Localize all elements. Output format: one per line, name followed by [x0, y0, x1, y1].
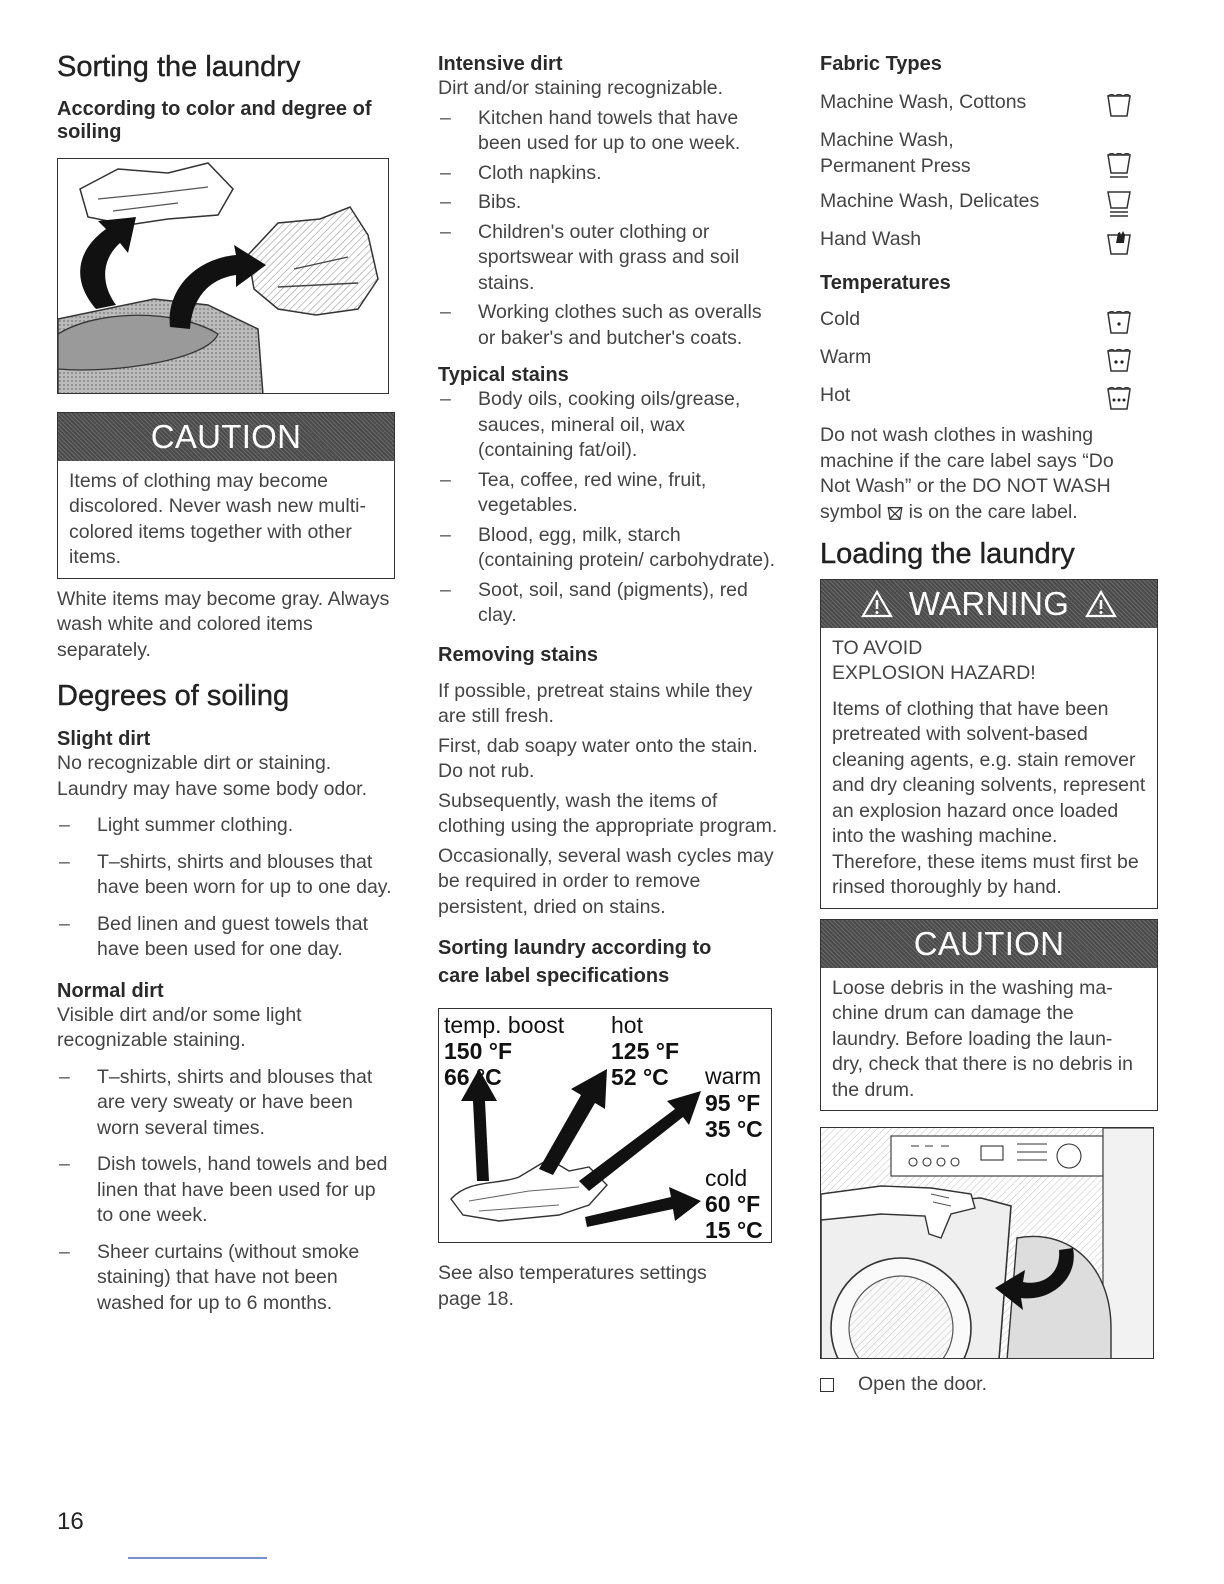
- open-door-illustration: [820, 1127, 1154, 1359]
- fabric-label: Hand Wash: [820, 228, 922, 250]
- temperature-row: [820, 383, 1160, 411]
- list-item: – Children's outer clothing or sportswear with grass and soil stains.: [438, 220, 778, 297]
- removing-para: Occasionally, several wash cycles may be required in order to remove persistent, dried on stains.: [438, 844, 774, 918]
- fabric-row: [820, 90, 1160, 118]
- slight-dirt-list: [57, 813, 397, 963]
- normal-dirt-heading: Normal dirt: [57, 979, 164, 1002]
- temperature-label: Cold: [820, 308, 861, 330]
- caution-heading: CAUTION: [58, 413, 394, 461]
- section-title-sorting: Sorting the laundry: [57, 51, 301, 83]
- slight-dirt-heading: Slight dirt: [57, 728, 151, 751]
- temp-boost-f: 150 °F: [444, 1038, 513, 1064]
- warning-text: Items of clothing that have been pretreated with solvent-based cleaning agents, e.g. stain remover and dry cleaning solvents, represent an explosion hazard once loaded into the washing machine. Therefore, these items must first be rinsed thoroughly by hand.: [832, 697, 1146, 899]
- do-not-wash-icon: [887, 505, 903, 520]
- removing-para: If possible, pretreat stains while they are still fresh.: [438, 679, 753, 727]
- column-left: [57, 52, 397, 1316]
- checkbox-icon: [820, 1378, 834, 1392]
- hot-f: 125 °F: [611, 1038, 680, 1064]
- section-title-loading: Loading the laundry: [820, 538, 1075, 570]
- warning-heading: WARNING: [908, 584, 1070, 622]
- cold-c: 15 °C: [705, 1217, 763, 1243]
- temperature-row: [820, 307, 1160, 335]
- page-number: 16: [57, 1508, 84, 1535]
- intensive-dirt-list: [438, 106, 778, 352]
- three-dots-icon: [1106, 385, 1132, 411]
- warm-label: warm: [705, 1063, 762, 1089]
- see-also-note: See also temperatures settings page 18.: [438, 1262, 707, 1310]
- list-item: – Kitchen hand towels that have been used for up to one week.: [438, 106, 778, 157]
- warning-triangle-icon: [1085, 590, 1117, 618]
- fabric-label: Machine Wash, Cottons: [820, 91, 1027, 113]
- sorting-subtitle: According to color and degree of soiling: [57, 97, 372, 143]
- wash-tub-one-bar-icon: [1106, 153, 1132, 179]
- open-door-step: [820, 1373, 1160, 1396]
- list-item: – Sheer curtains (without smoke staining) that have not been washed for up to 6 months.: [57, 1240, 397, 1317]
- fabric-row: [820, 189, 1160, 217]
- hot-c: 52 °C: [611, 1064, 669, 1090]
- temperature-label: Hot: [820, 384, 851, 406]
- normal-dirt-list: [57, 1065, 397, 1317]
- list-item: – Dish towels, hand towels and bed linen that have been used for up to one week.: [57, 1152, 397, 1229]
- column-middle: [438, 52, 778, 1312]
- temperature-sorting-figure: [438, 1008, 772, 1243]
- fabric-types-heading: Fabric Types: [820, 53, 942, 75]
- two-dots-icon: [1106, 347, 1132, 373]
- warning-line1: TO AVOID: [832, 636, 923, 659]
- warning-box-explosion: [820, 579, 1158, 909]
- removing-stains-heading: Removing stains: [438, 643, 599, 666]
- intensive-dirt-text: Dirt and/or staining recognizable.: [438, 77, 724, 99]
- warning-heading-bar: [821, 580, 1157, 628]
- fabric-label: Machine Wash, Delicates: [820, 190, 1040, 212]
- fabric-row: [820, 128, 1160, 179]
- warm-f: 95 °F: [705, 1090, 761, 1116]
- footer-rule: [128, 1557, 267, 1559]
- list-item: – Blood, egg, milk, starch (containing protein/ carbohydrate).: [438, 523, 778, 574]
- caution-box-colors: [57, 412, 395, 579]
- cold-f: 60 °F: [705, 1191, 761, 1217]
- washer-door-drawing: [821, 1128, 1154, 1359]
- caution-text: Loose debris in the washing ma- chine drum can damage the laundry. Before loading the laun- dry, check that there is no debris in the drum.: [832, 976, 1133, 1101]
- list-item: – Bed linen and guest towels that have been used for one day.: [57, 912, 397, 963]
- section-title-degrees: Degrees of soiling: [57, 680, 290, 713]
- list-item: – Bibs.: [438, 190, 778, 216]
- one-dot-icon: [1106, 309, 1132, 335]
- sorting-care-heading: Sorting laundry according to care label specifications: [438, 937, 712, 987]
- sorting-laundry-illustration: [57, 158, 389, 394]
- warm-c: 35 °C: [705, 1116, 763, 1142]
- removing-para: First, dab soapy water onto the stain. Do not rub.: [438, 734, 758, 782]
- intensive-dirt-heading: Intensive dirt: [438, 53, 563, 75]
- caution-text: Items of clothing may become discolored. Never wash new multi-colored items together with other items.: [69, 469, 366, 569]
- caution-box-debris: [820, 919, 1158, 1112]
- list-item: – Cloth napkins.: [438, 161, 778, 187]
- warning-triangle-icon: [861, 590, 893, 618]
- hot-label: hot: [611, 1012, 643, 1038]
- white-items-note: White items may become gray. Always wash white and colored items separately.: [57, 587, 390, 661]
- wash-tub-icon: [1106, 92, 1132, 118]
- removing-para: Subsequently, wash the items of clothing using the appropriate program.: [438, 789, 778, 837]
- typical-stains-heading: Typical stains: [438, 364, 569, 386]
- hand-wash-icon: [1106, 229, 1132, 255]
- temperatures-heading: Temperatures: [820, 272, 951, 294]
- caution-heading: CAUTION: [821, 920, 1157, 968]
- list-item: – Tea, coffee, red wine, fruit, vegetables.: [438, 468, 778, 519]
- slight-dirt-text: No recognizable dirt or staining. Laundry may have some body odor.: [57, 752, 368, 800]
- step-text: Open the door.: [858, 1373, 988, 1396]
- typical-stains-list: [438, 387, 778, 629]
- list-item: – T–shirts, shirts and blouses that are very sweaty or have been worn several times.: [57, 1065, 397, 1142]
- column-right: [820, 52, 1160, 1396]
- list-item: – T–shirts, shirts and blouses that have been worn for up to one day.: [57, 850, 397, 901]
- temp-boost-c: 66 °C: [444, 1064, 502, 1090]
- normal-dirt-text: Visible dirt and/or some light recognizable staining.: [57, 1003, 302, 1052]
- list-item: – Body oils, cooking oils/grease, sauces, mineral oil, wax (containing fat/oil).: [438, 387, 778, 464]
- temperature-label: Warm: [820, 346, 872, 368]
- wash-tub-two-bars-icon: [1106, 191, 1132, 217]
- cold-label: cold: [705, 1165, 748, 1191]
- fabric-row: [820, 227, 1160, 255]
- fabric-label: Machine Wash, Permanent Press: [820, 129, 971, 177]
- do-not-wash-note: Do not wash clothes in washing machine if the care label says “Do Not Wash” or the DO NOT WASH symbol is on the care label.: [820, 424, 1114, 523]
- list-item: – Light summer clothing.: [57, 813, 397, 839]
- temperature-row: [820, 345, 1160, 373]
- list-item: – Soot, soil, sand (pigments), red clay.: [438, 578, 778, 629]
- warning-line2: EXPLOSION HAZARD!: [832, 662, 1036, 685]
- sorting-basket-drawing: [58, 159, 389, 394]
- list-item: – Working clothes such as overalls or baker's and butcher's coats.: [438, 300, 778, 351]
- temp-boost-label: temp. boost: [444, 1012, 565, 1038]
